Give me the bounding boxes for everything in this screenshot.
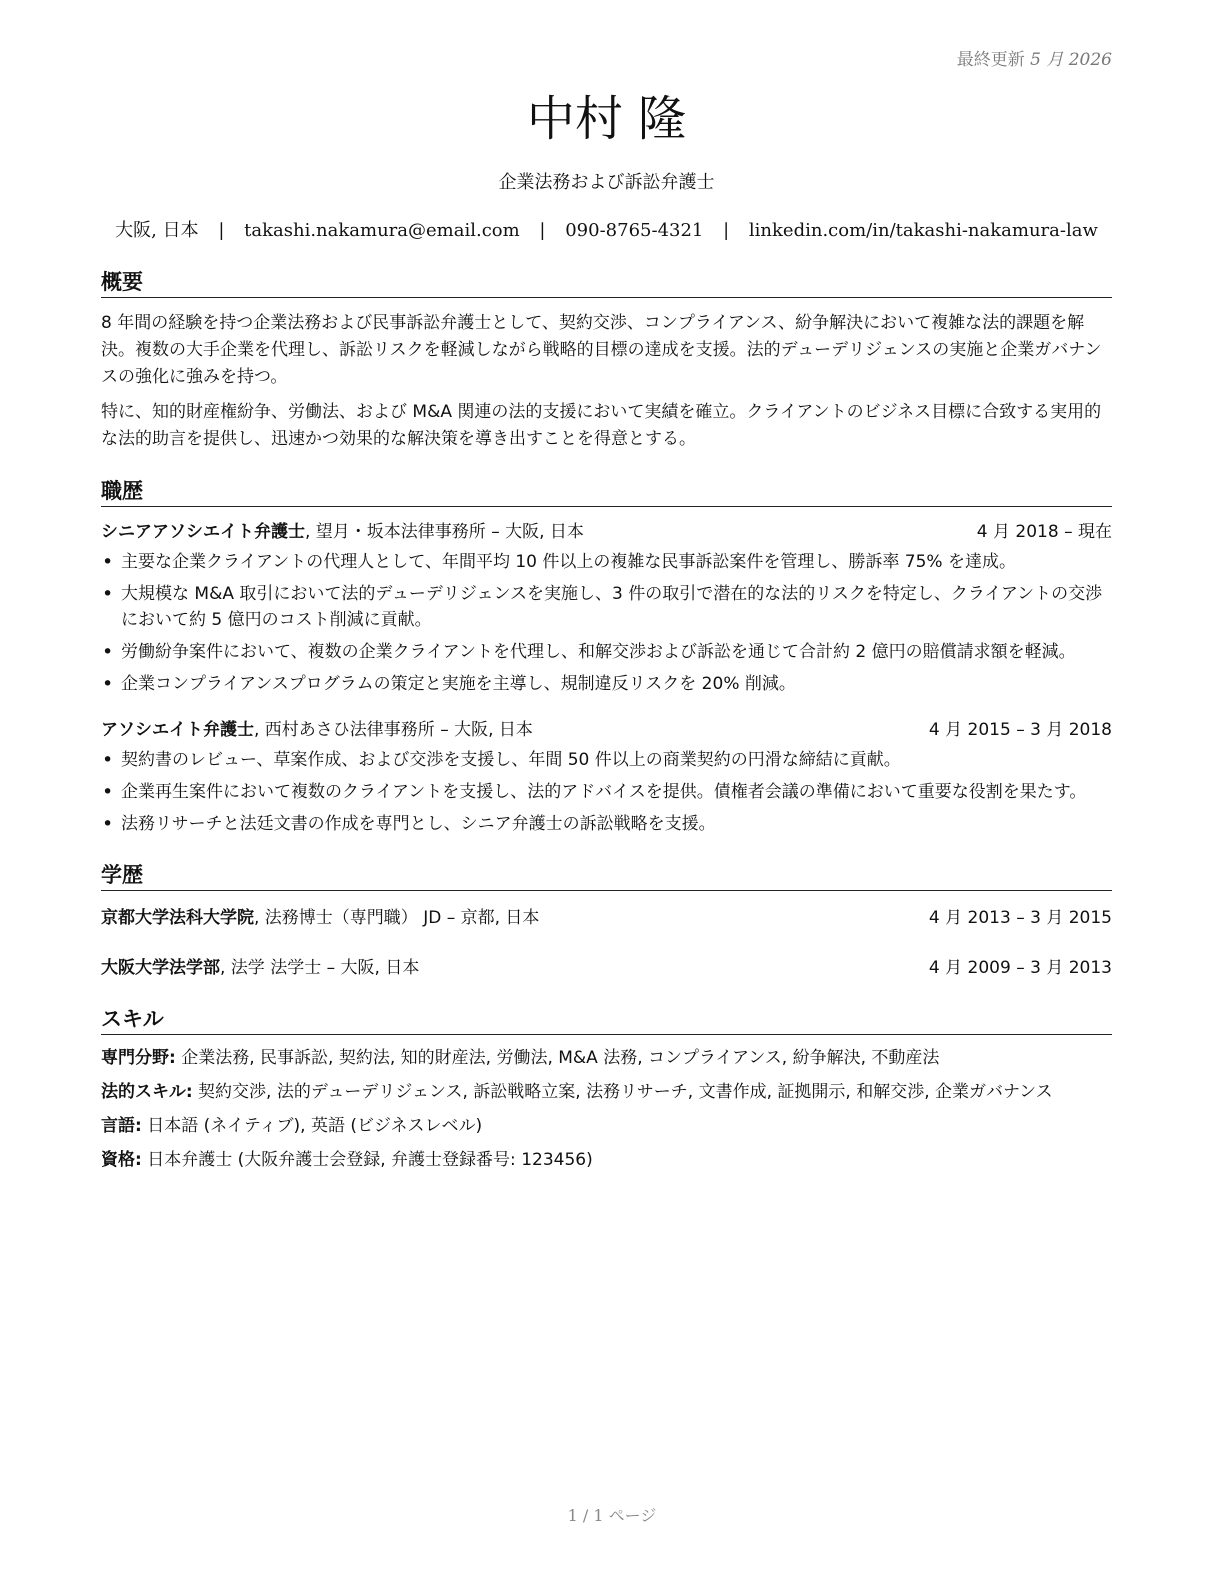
education-detail: , 法学 法学士 – 大阪, 日本 — [220, 958, 420, 978]
skill-value: 日本弁護士 (大阪弁護士会登録, 弁護士登録番号: 123456) — [141, 1150, 593, 1170]
skill-value: 日本語 (ネイティブ), 英語 (ビジネスレベル) — [141, 1116, 483, 1136]
section-heading-education: 学歴 — [101, 861, 1112, 891]
bullet-item: • 法務リサーチと法廷文書の作成を専門とし、シニア弁護士の訴訟戦略を支援。 — [101, 811, 1112, 837]
skill-line — [101, 1079, 1112, 1105]
job-entry — [101, 519, 1112, 697]
job-title-line — [101, 519, 584, 545]
education-title-line — [101, 955, 419, 981]
job-org: , 望月・坂本法律事務所 – 大阪, 日本 — [305, 522, 584, 542]
job-header — [101, 519, 1112, 545]
bullet-item: • 契約書のレビュー、草案作成、および交渉を支援し、年間 50 件以上の商業契約の円滑な締結に貢献。 — [101, 747, 1112, 773]
skill-line — [101, 1147, 1112, 1173]
contact-location: 大阪, 日本 — [115, 220, 199, 241]
bullet-item: • 大規模な M&A 取引において法的デューデリジェンスを実施し、3 件の取引で潜在的な法的リスクを特定し、クライアントの交渉において約 5 億円のコスト削減に貢献。 — [101, 581, 1112, 633]
skill-value: 契約交渉, 法的デューデリジェンス, 訴訟戦略立案, 法務リサーチ, 文書作成, 証拠開示, 和解交渉, 企業ガバナンス — [192, 1082, 1053, 1102]
skill-line — [101, 1045, 1112, 1071]
education-dates: 4 月 2009 – 3 月 2013 — [928, 958, 1112, 978]
section-heading-experience: 職歴 — [101, 477, 1112, 507]
education-school: 大阪大学法学部 — [101, 958, 220, 978]
page-number: 1 / 1 ページ — [567, 1506, 657, 1525]
section-heading-skills: スキル — [101, 1005, 1112, 1035]
education-entry — [101, 955, 1112, 981]
job-header — [101, 717, 1112, 743]
skill-label: 言語: — [101, 1116, 142, 1136]
education-title-line — [101, 905, 539, 931]
skill-label: 専門分野: — [101, 1048, 176, 1068]
summary-paragraph: 特に、知的財産権紛争、労働法、および M&A 関連の法的支援において実績を確立。クライアントのビジネス目標に合致する実用的な法的助言を提供し、迅速かつ効果的な解決策を導き出すことを得意とする。 — [101, 402, 1102, 449]
bullet-item: • 企業再生案件において複数のクライアントを支援し、法的アドバイスを提供。債権者会議の準備において重要な役割を果たす。 — [101, 779, 1112, 805]
education-school: 京都大学法科大学院 — [101, 908, 254, 928]
contact-linkedin[interactable]: linkedin.com/in/takashi-nakamura-law — [748, 220, 1098, 241]
job-org: , 西村あさひ法律事務所 – 大阪, 日本 — [254, 720, 533, 740]
job-bullets — [101, 549, 1112, 697]
last-updated-label: 最終更新 — [956, 50, 1025, 70]
summary-paragraph: 8 年間の経験を持つ企業法務および民事訴訟弁護士として、契約交渉、コンプライアンス、紛争解決において複雑な法的課題を解決。複数の大手企業を代理し、訴訟リスクを軽減しながら戦略的目標の達成を支援。法的デューデリジェンスの実施と企業ガバナンスの強化に強みを持つ。 — [101, 313, 1102, 387]
contact-email[interactable]: takashi.nakamura@email.com — [244, 220, 520, 241]
job-role: シニアアソシエイト弁護士 — [101, 522, 305, 542]
job-title-line — [101, 717, 533, 743]
bullet-item: • 主要な企業クライアントの代理人として、年間平均 10 件以上の複雑な民事訴訟案件を管理し、勝訴率 75% を達成。 — [101, 549, 1112, 575]
contact-separator: | — [218, 220, 225, 241]
candidate-name: 中村 隆 — [526, 91, 687, 147]
education-entry — [101, 905, 1112, 931]
contact-line — [101, 218, 1112, 244]
skill-label: 法的スキル: — [101, 1082, 193, 1102]
job-bullets — [101, 747, 1112, 837]
job-role: アソシエイト弁護士 — [101, 720, 254, 740]
job-dates: 4 月 2015 – 3 月 2018 — [928, 720, 1112, 740]
bullet-item: • 企業コンプライアンスプログラムの策定と実施を主導し、規制違反リスクを 20% 削減。 — [101, 671, 1112, 697]
job-dates: 4 月 2018 – 現在 — [976, 522, 1112, 542]
section-heading-summary: 概要 — [101, 268, 1112, 298]
contact-separator: | — [723, 220, 730, 241]
education-detail: , 法務博士（専門職） JD – 京都, 日本 — [254, 908, 540, 928]
skill-value: 企業法務, 民事訴訟, 契約法, 知的財産法, 労働法, M&A 法務, コンプライアンス, 紛争解決, 不動産法 — [175, 1048, 940, 1068]
contact-phone[interactable]: 090-8765-4321 — [565, 220, 704, 241]
last-updated — [957, 45, 1112, 70]
skill-label: 資格: — [101, 1150, 142, 1170]
contact-separator: | — [539, 220, 546, 241]
candidate-title: 企業法務および訴訟弁護士 — [498, 172, 715, 193]
skill-line — [101, 1113, 1112, 1139]
bullet-item: • 労働紛争案件において、複数の企業クライアントを代理し、和解交渉および訴訟を通じて合計約 2 億円の賠償請求額を軽減。 — [101, 639, 1112, 665]
last-updated-date: 5 月 2026 — [1030, 50, 1112, 70]
job-entry — [101, 717, 1112, 837]
education-dates: 4 月 2013 – 3 月 2015 — [928, 908, 1112, 928]
